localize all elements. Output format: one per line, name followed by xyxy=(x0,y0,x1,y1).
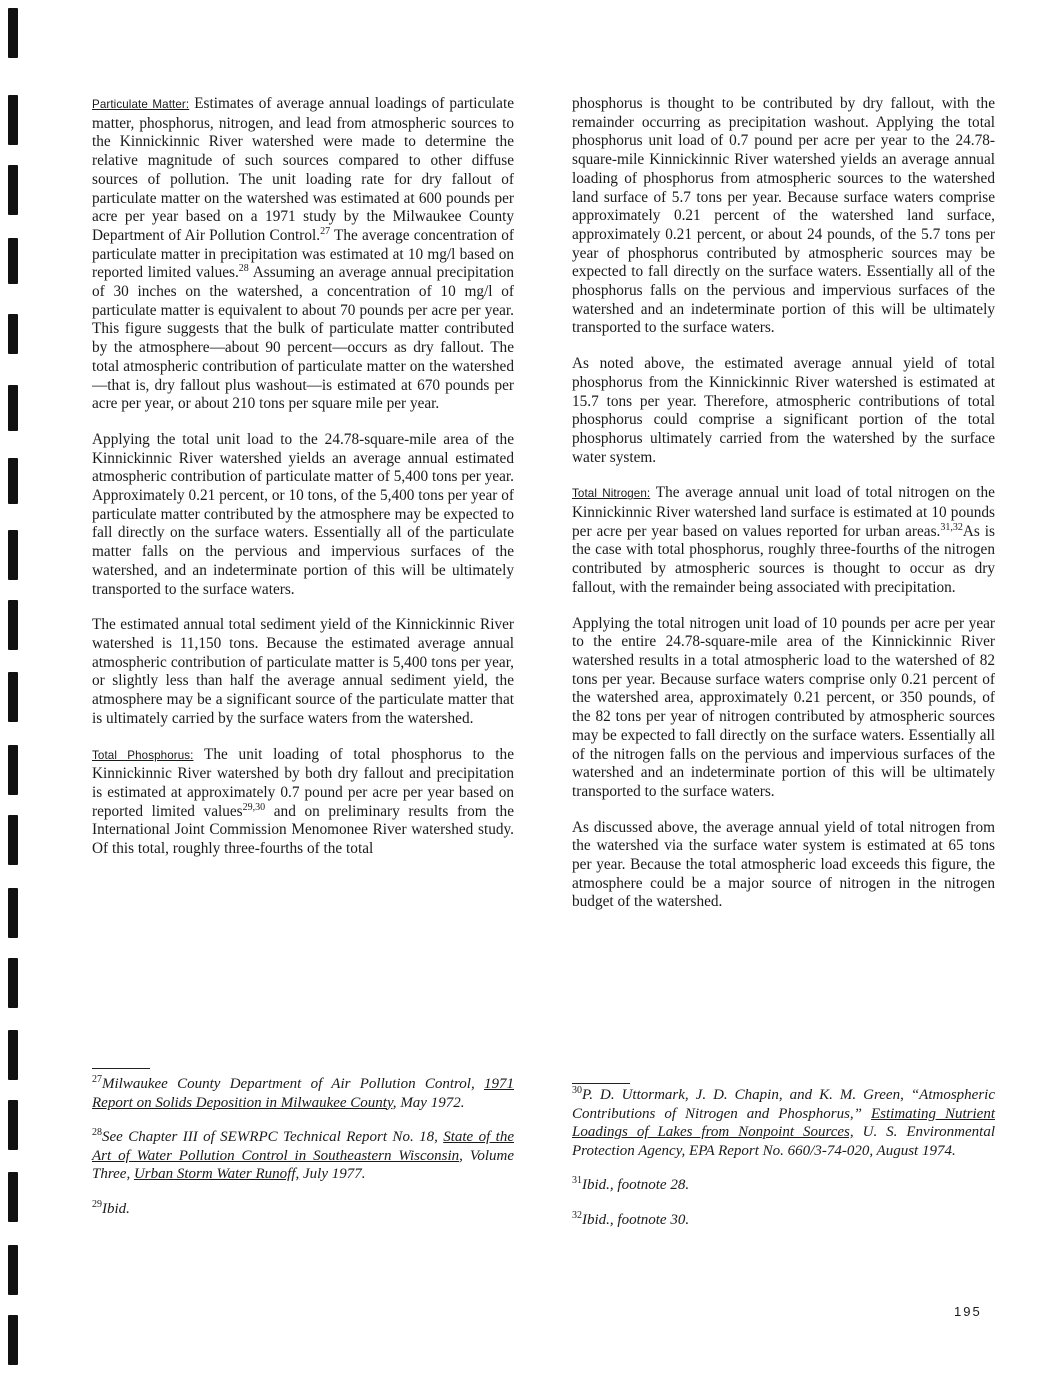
footnote-text: See Chapter III of SEWRPC Technical Report No. 18, xyxy=(102,1129,444,1145)
footnote-text: Milwaukee County Department of Air Pollution Control, xyxy=(102,1076,484,1092)
paragraph-text: and on preliminary results from the International Joint Commission Menomonee River watershed study. Of this total, roughly three-fourths of the total xyxy=(92,802,514,858)
footnote-rule-left xyxy=(92,1068,150,1069)
footnote-number: 31 xyxy=(572,1175,582,1186)
footnotes-left xyxy=(92,1075,514,1234)
paragraph-phosphorus-yield: As noted above, the estimated average annual yield of total phosphorus from the Kinnickinnic River watershed is estimated at 15.7 tons per year. Therefore, atmospheric contributions of total phosphorus could comprise a significant portion of the total phosphorus ultimately carried from the watershed by the surface water system. xyxy=(572,355,995,466)
footnote-ref-31-32: 31,32 xyxy=(940,521,963,533)
binding-edge xyxy=(0,0,30,1379)
binding-mark xyxy=(8,1030,18,1080)
footnote-27 xyxy=(92,1075,514,1112)
footnote-number: 28 xyxy=(92,1127,102,1138)
binding-mark xyxy=(8,95,18,145)
footnote-text: Ibid. xyxy=(102,1200,130,1217)
binding-mark xyxy=(8,238,18,284)
paragraph-text: Estimates of average annual loadings of particulate matter, phosphorus, nitrogen, and lead from atmospheric sources to the Kinnickinnic River watershed were made to determine the relative magnitude of such sources compared to other diffuse sources of pollution. The unit loading rate for dry fallout of particulate matter on the watershed was estimated at 600 pounds per acre per year based on a 1971 study by the Milwaukee County Department of Air Pollution Control. xyxy=(92,95,514,244)
section-heading-phosphorus: Total Phosphorus: xyxy=(92,748,194,762)
paragraph-nitrogen-load: Applying the total nitrogen unit load of 10 pounds per acre per year to the entire 24.78-square-mile area of the Kinnickinnic River watershed results in a total atmospheric load to the watershed of 82 tons per year. Because surface waters comprise only 0.21 percent of the watershed area, approximately 0.21 percent, or 350 pounds, of the 82 tons per year of nitrogen contributed by atmospheric sources may be expected to fall directly on the surface waters. Essentially all of the nitrogen falls on the pervious and impervious surfaces of the watershed and an indeterminate portion of this will be ultimately transported to the surface waters. xyxy=(572,614,995,800)
footnote-text: P. D. Uttormark, J. D. Chapin, and K. M. Green, “Atmospheric Contributions of Nitrogen and Phosphorus,” xyxy=(572,1087,995,1122)
total-phosphorus-paragraph xyxy=(92,746,514,859)
paragraph-sediment-yield: The estimated annual total sediment yield of the Kinnickinnic River watershed is 11,150 tons. Because the estimated average annual atmospheric contribution of particulate matter is 5,400 tons per year, or slightly less than half the average annual sediment yield, the atmosphere may be a significant source of the particulate matter that is ultimately carried by the surface waters from the watershed. xyxy=(92,616,514,727)
footnote-number: 32 xyxy=(572,1209,582,1221)
footnote-31 xyxy=(572,1176,995,1195)
paragraph-text: The unit loading of total phosphorus to the Kinnickinnic River watershed by both dry fallout and precipitation is estimated at approximately 0.7 pound per acre per year based on reported limited values xyxy=(92,745,514,820)
binding-mark xyxy=(8,458,18,504)
left-column xyxy=(92,95,514,859)
footnote-30 xyxy=(572,1086,995,1160)
binding-mark xyxy=(8,888,18,938)
footnote-number: 30 xyxy=(572,1085,582,1096)
footnote-32 xyxy=(572,1211,995,1230)
footnote-text: July 1977. xyxy=(299,1166,366,1182)
binding-mark xyxy=(8,815,18,865)
binding-mark xyxy=(8,1172,18,1222)
footnote-text: May 1972. xyxy=(396,1094,465,1111)
paragraph-text: The average concentration of particulate matter in precipitation was estimated at 10 mg/l based on reported limited values. xyxy=(92,226,514,282)
footnote-title: Urban Storm Water Runoff, xyxy=(133,1166,300,1182)
footnote-text: U. S. Environmental Protection Agency, EPA Report No. 660/3-74-020, August 1974. xyxy=(572,1124,995,1159)
paragraph-total-unit-load: Applying the total unit load to the 24.78-square-mile area of the Kinnickinnic River watershed yields an average annual estimated atmospheric contribution of particulate matter of 5,400 tons per year. Approximately 0.21 percent, or 10 tons, of the 5,400 tons per year of particulate matter contributed by the atmosphere may be expected to fall directly on the surface waters. Essentially all of the particulate matter falls on the pervious and impervious surfaces of the watershed, and an indeterminate portion of this will be ultimately transported to the surface waters. xyxy=(92,430,514,598)
footnote-number: 29 xyxy=(92,1198,102,1210)
footnote-ref-29-30: 29,30 xyxy=(242,801,266,813)
binding-mark xyxy=(8,530,18,580)
footnote-rule-right xyxy=(572,1083,630,1084)
particulate-matter-paragraph xyxy=(92,95,514,414)
binding-mark xyxy=(8,958,18,1008)
binding-mark xyxy=(8,1315,18,1365)
binding-mark xyxy=(8,1100,18,1150)
binding-mark xyxy=(8,672,18,722)
paragraph-text: As is the case with total phosphorus, roughly three-fourths of the nitrogen contributed by atmospheric sources is thought to occur as dry fallout, with the remainder being associated with precipitation. xyxy=(572,522,995,596)
binding-mark xyxy=(8,745,18,795)
binding-mark xyxy=(8,1245,18,1295)
binding-mark xyxy=(8,165,18,215)
footnote-ref-27: 27 xyxy=(320,225,331,237)
footnotes-right xyxy=(572,1086,995,1245)
page-number: 195 xyxy=(954,1304,982,1319)
total-nitrogen-paragraph xyxy=(572,484,995,597)
paragraph-phosphorus-continued: phosphorus is thought to be contributed by dry fallout, with the remainder occurring as precipitation washout. Applying the total phosphorus unit load of 0.7 pound per acre per year to the 24.78-square-mile Kinnickinnic River watershed yields an average annual loading of phosphorus from atmospheric sources to the watershed land surface of 5.7 tons per year. Because surface waters comprise approximately 0.21 percent of the watershed land surface, approximately 0.21 percent, or about 24 pounds, of the 5.7 tons per year of phosphorus contributed by atmospheric sources may be expected to fall directly on the surface waters. Essentially all of the phosphorus falls on the pervious and impervious surfaces of the watershed and an indeterminate portion of this will be ultimately transported to the surface waters. xyxy=(572,95,995,337)
footnote-title: Estimating Nutrient Loadings of Lakes from Nonpoint Sources, xyxy=(572,1105,995,1140)
footnote-title: State of the Art of Water Pollution Control in Southeastern Wisconsin, xyxy=(92,1129,514,1164)
footnote-text: Ibid., footnote 28. xyxy=(582,1177,690,1193)
right-column xyxy=(572,95,995,912)
footnote-28 xyxy=(92,1128,514,1184)
binding-mark xyxy=(8,314,18,354)
footnote-number: 27 xyxy=(92,1074,102,1085)
binding-mark xyxy=(8,385,18,431)
footnote-ref-28: 28 xyxy=(238,263,249,275)
section-heading-nitrogen: Total Nitrogen: xyxy=(572,487,651,501)
paragraph-text: Assuming an average annual precipitation of 30 inches on the watershed, a concentration of 10 mg/l of particulate matter is equivalent to about 70 pounds per acre per year. This figure suggests that the bulk of particulate matter contributed by the atmosphere—about 90 percent—occurs as dry fallout. The total atmospheric contribution of particulate matter on the watershed—that is, dry fallout plus washout—is estimated at 670 pounds per acre per year, or about 210 tons per square mile per year. xyxy=(92,264,514,413)
paragraph-nitrogen-yield: As discussed above, the average annual yield of total nitrogen from the watershed via the surface water system is estimated at 65 tons per year. Because the total atmospheric load exceeds this figure, the atmosphere could be a major source of nitrogen in the nitrogen budget of the watershed. xyxy=(572,818,995,911)
binding-mark xyxy=(8,600,18,650)
footnote-title: 1971 Report on Solids Deposition in Milwaukee County, xyxy=(92,1076,514,1111)
binding-mark xyxy=(8,8,18,58)
paragraph-text: The average annual unit load of total nitrogen on the Kinnickinnic River watershed land surface is estimated at 10 pounds per acre per year based on values reported for urban areas. xyxy=(572,484,995,540)
footnote-text: Ibid., footnote 30. xyxy=(582,1211,690,1228)
section-heading-particulate: Particulate Matter: xyxy=(92,98,190,111)
footnote-text: Volume Three, xyxy=(92,1147,514,1182)
footnote-29 xyxy=(92,1200,514,1219)
